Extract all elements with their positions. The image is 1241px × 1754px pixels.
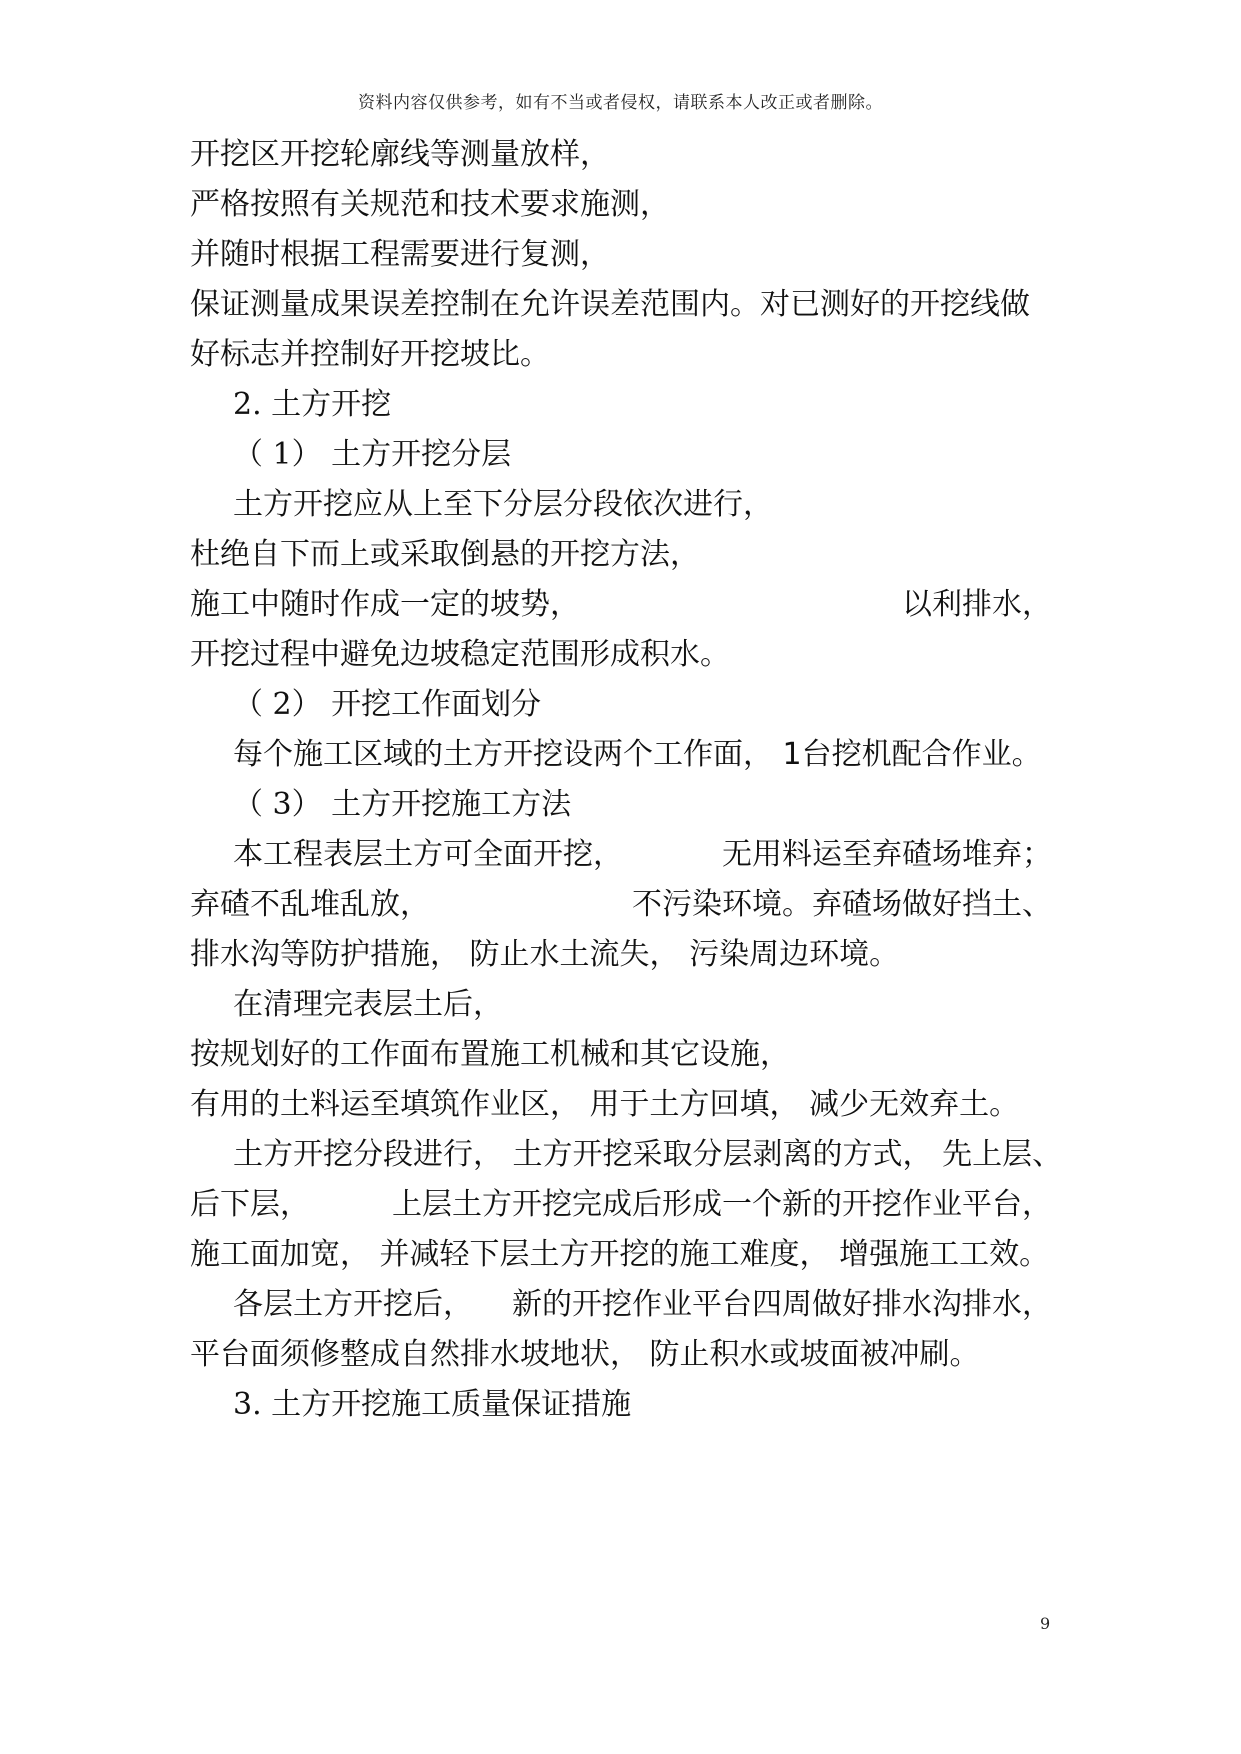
body-line: 严格按照有关规范和技术要求施测， xyxy=(190,187,670,222)
body-line: 土方开挖应从上至下分层分段依次进行， xyxy=(233,487,773,522)
body-line: 施工面加宽， 并减轻下层土方开挖的施工难度， 增强施工工效。 xyxy=(190,1237,1050,1272)
body-line-justified xyxy=(233,1285,1052,1325)
body-line: 土方开挖分段进行， 土方开挖采取分层剥离的方式， 先上层、 xyxy=(233,1137,1063,1172)
body-line-part: 施工中随时作成一定的坡势， xyxy=(190,587,580,622)
section-heading-2: 2. 土方开挖 xyxy=(233,387,392,422)
body-line: 保证测量成果误差控制在允许误差范围内。对已测好的开挖线做 xyxy=(190,287,1030,322)
page-header-disclaimer: 资料内容仅供参考，如有不当或者侵权，请联系本人改正或者删除。 xyxy=(358,93,883,113)
body-line: 开挖区开挖轮廓线等测量放样， xyxy=(190,137,610,172)
body-line: 杜绝自下而上或采取倒悬的开挖方法， xyxy=(190,537,700,572)
body-line: 开挖过程中避免边坡稳定范围形成积水。 xyxy=(190,637,730,672)
body-line: 好标志并控制好开挖坡比。 xyxy=(190,337,550,372)
body-line-justified xyxy=(233,835,1052,875)
body-line-part: 以利排水， xyxy=(902,587,1052,622)
body-line: 并随时根据工程需要进行复测， xyxy=(190,237,610,272)
body-line-part: 不污染环境。弃碴场做好挡土、 xyxy=(632,887,1052,922)
body-line-part: 无用料运至弃碴场堆弃； xyxy=(722,837,1052,872)
body-line-part: 后下层， xyxy=(190,1187,310,1222)
body-line-part: 本工程表层土方可全面开挖， xyxy=(233,837,623,872)
body-line: 按规划好的工作面布置施工机械和其它设施， xyxy=(190,1037,790,1072)
section-heading-3: 3. 土方开挖施工质量保证措施 xyxy=(233,1387,632,1422)
body-line-justified xyxy=(190,585,1052,625)
subsection-heading-2: （ 2） 开挖工作面划分 xyxy=(233,687,542,722)
body-line: 排水沟等防护措施， 防止水土流失， 污染周边环境。 xyxy=(190,937,900,972)
subsection-heading-1: （ 1） 土方开挖分层 xyxy=(233,437,512,472)
body-line: 在清理完表层土后， xyxy=(233,987,503,1022)
body-line: 平台面须修整成自然排水坡地状， 防止积水或坡面被冲刷。 xyxy=(190,1337,980,1372)
body-line: 有用的土料运至填筑作业区， 用于土方回填， 减少无效弃土。 xyxy=(190,1087,1020,1122)
page-number: 9 xyxy=(1040,1614,1051,1633)
subsection-heading-3: （ 3） 土方开挖施工方法 xyxy=(233,787,572,822)
body-line-part: 上层土方开挖完成后形成一个新的开挖作业平台， xyxy=(392,1187,1052,1222)
body-line-part: 新的开挖作业平台四周做好排水沟排水， xyxy=(512,1287,1052,1322)
body-line-part: 弃碴不乱堆乱放， xyxy=(190,887,430,922)
body-line-justified xyxy=(190,885,1052,925)
body-line-justified xyxy=(190,1185,1052,1225)
body-line: 每个施工区域的土方开挖设两个工作面， 1台挖机配合作业。 xyxy=(233,737,1042,772)
body-line-part: 各层土方开挖后， xyxy=(233,1287,473,1322)
